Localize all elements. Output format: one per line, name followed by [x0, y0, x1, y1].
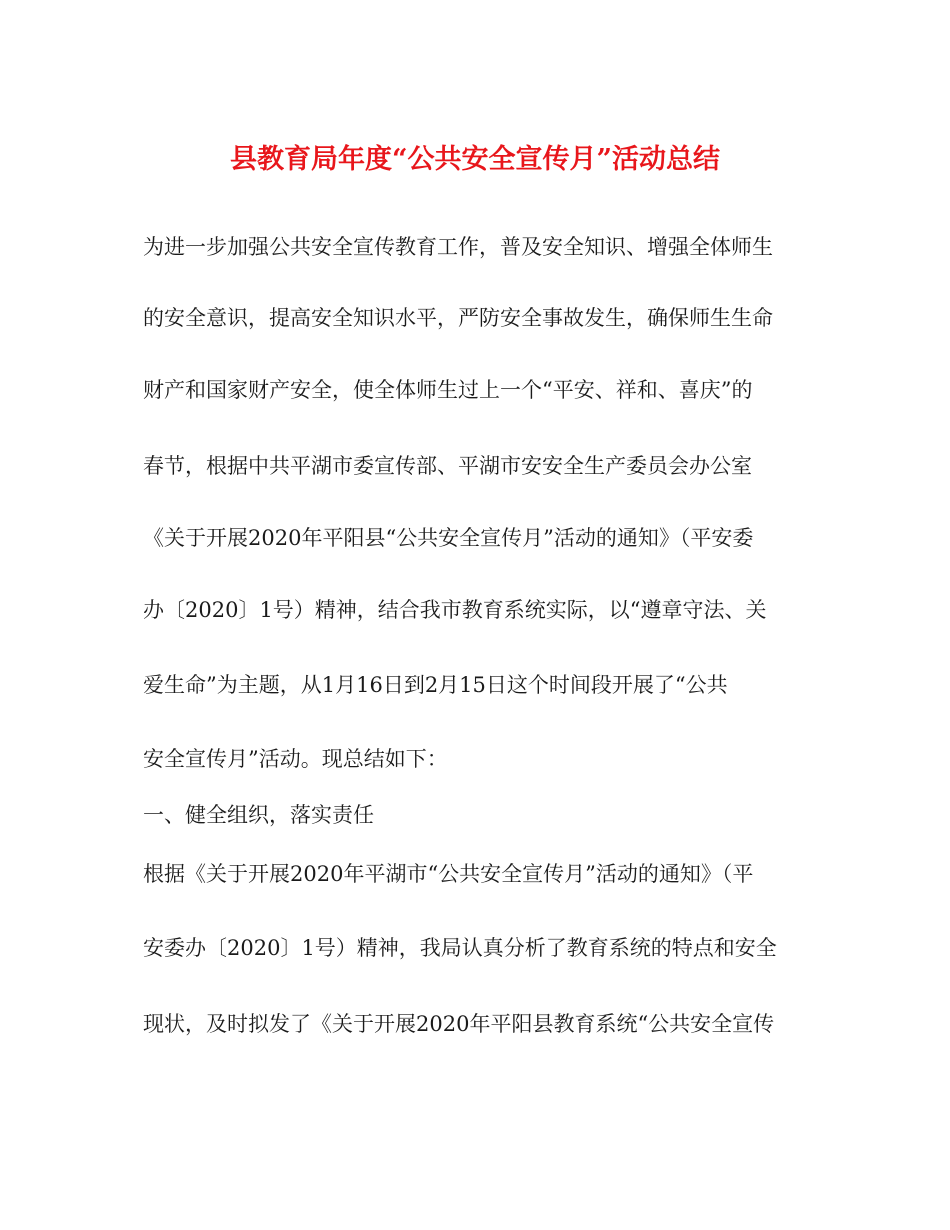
- body-line-6: 办〔2020〕1号）精神，结合我市教育系统实际，以“遵章守法、关: [143, 598, 767, 622]
- body-line-11: 现状，及时拟发了《关于开展2020年平阳县教育系统“公共安全宣传: [143, 1012, 775, 1036]
- section-heading-1: 一、健全组织，落实责任: [143, 803, 374, 827]
- body-line-8: 安全宣传月”活动。现总结如下：: [143, 747, 448, 771]
- body-line-5: 《关于开展2020年平阳县“公共安全宣传月”活动的通知》（平安委: [143, 526, 754, 550]
- body-line-4: 春节，根据中共平湖市委宣传部、平湖市安安全生产委员会办公室: [143, 454, 752, 478]
- body-line-2: 的安全意识，提高安全知识水平，严防安全事故发生，确保师生生命: [143, 306, 773, 330]
- body-line-10: 安委办〔2020〕1号）精神，我局认真分析了教育系统的特点和安全: [143, 936, 777, 960]
- body-line-3: 财产和国家财产安全，使全体师生过上一个“平安、祥和、喜庆”的: [143, 378, 753, 402]
- body-line-9: 根据《关于开展2020年平湖市“公共安全宣传月”活动的通知》（平: [143, 862, 754, 886]
- document-title: 县教育局年度“公共安全宣传月”活动总结: [229, 144, 721, 175]
- body-line-1: 为进一步加强公共安全宣传教育工作，普及安全知识、增强全体师生: [143, 235, 773, 259]
- body-line-7: 爱生命”为主题，从1月16日到2月15日这个时间段开展了“公共: [143, 673, 728, 697]
